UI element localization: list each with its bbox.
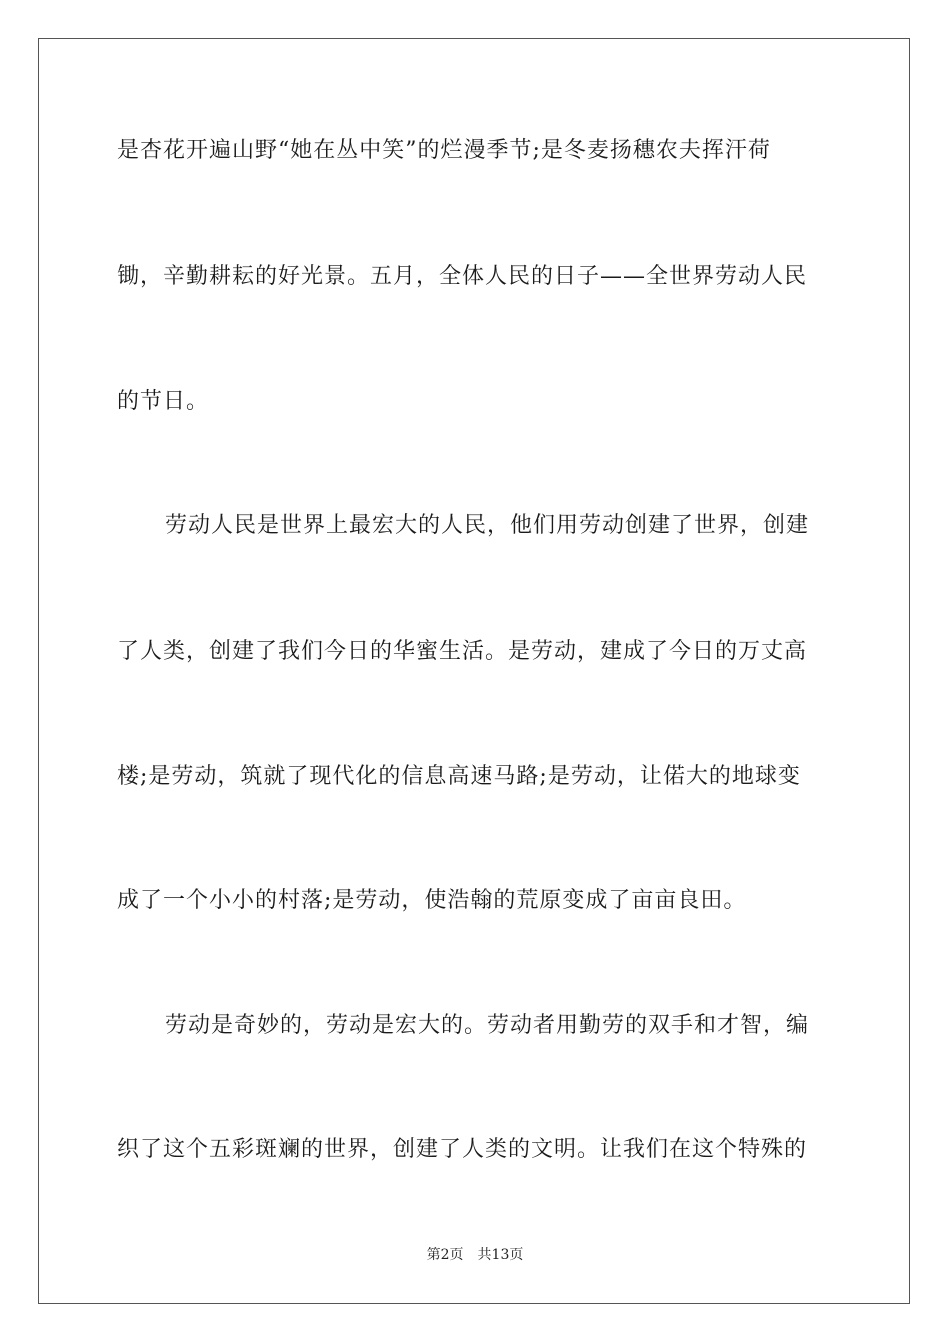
paragraph-3-line-2: 织了这个五彩斑斓的世界，创建了人类的文明。让我们在这个特殊的	[117, 1137, 808, 1162]
paragraph-2-line-3: 楼;是劳动，筑就了现代化的信息高速马路;是劳动，让偌大的地球变	[117, 764, 801, 789]
page-border	[38, 38, 910, 1304]
body-line-1: 是杏花开遍山野“她在丛中笑”的烂漫季节;是冬麦扬穗农夫挥汗荷	[117, 138, 771, 163]
body-line-2: 锄，辛勤耕耘的好光景。五月，全体人民的日子——全世界劳动人民	[117, 264, 808, 289]
paragraph-2-line-2: 了人类，创建了我们今日的华蜜生活。是劳动，建成了今日的万丈高	[117, 639, 808, 664]
page-number: 第2页	[426, 1247, 464, 1263]
body-line-3: 的节日。	[117, 389, 210, 414]
paragraph-2-line-4: 成了一个小小的村落;是劳动，使浩翰的荒原变成了亩亩良田。	[117, 888, 747, 913]
page-total: 共13页	[477, 1247, 524, 1263]
paragraph-3-line-1: 劳动是奇妙的，劳动是宏大的。劳动者用勤劳的双手和才智，编	[165, 1013, 810, 1038]
page-footer	[0, 1246, 950, 1264]
paragraph-2-line-1: 劳动人民是世界上最宏大的人民，他们用劳动创建了世界，创建	[165, 513, 810, 538]
